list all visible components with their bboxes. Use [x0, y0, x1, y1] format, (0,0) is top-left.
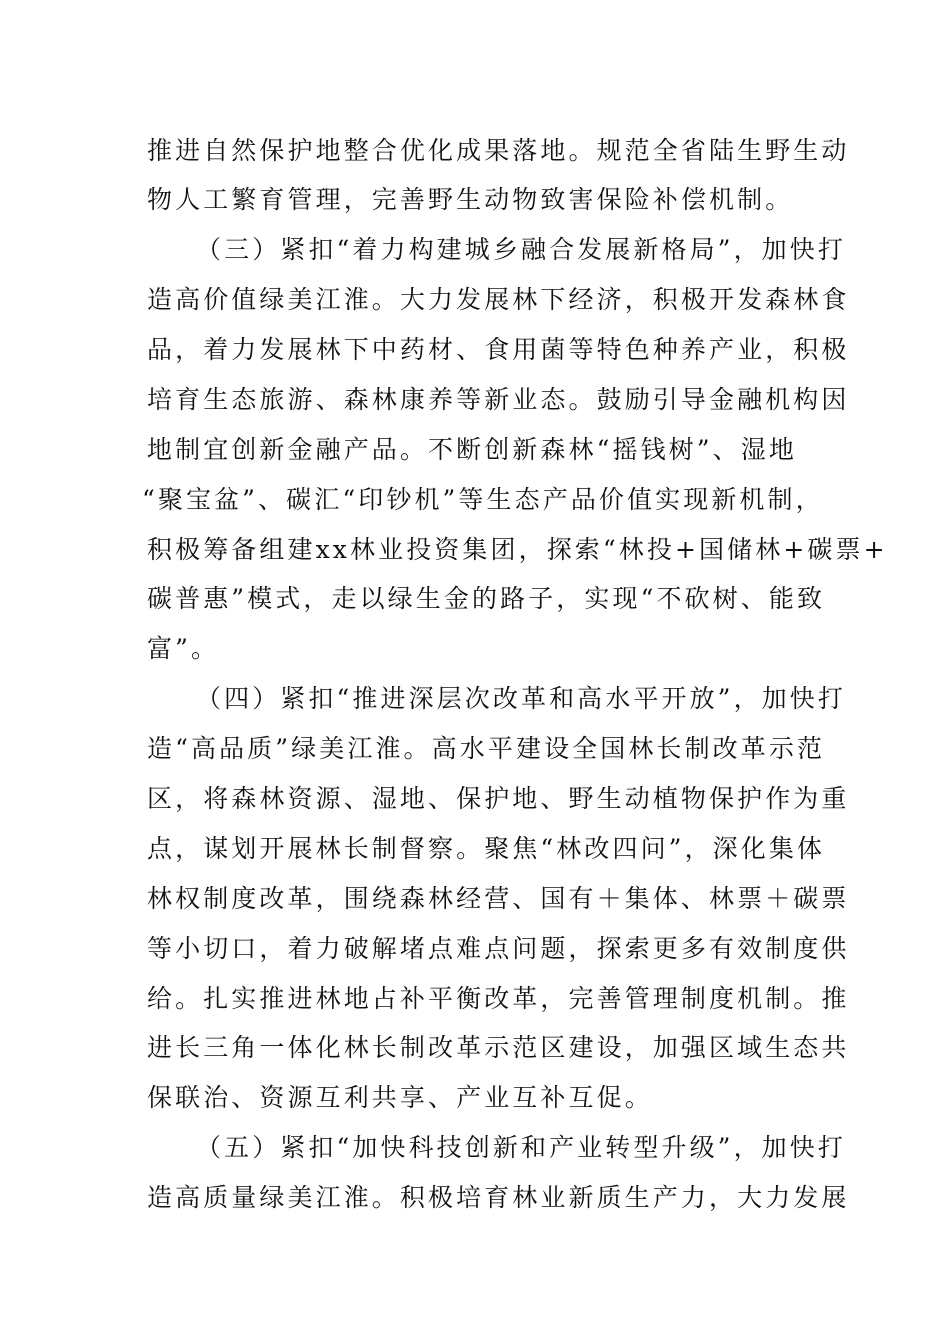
text-line: 碳普惠”模式，走以绿生金的路子，实现“不砍树、能致 — [147, 584, 826, 613]
text-line: “聚宝盆”、碳汇“印钞机”等生态产品价值实现新机制， — [142, 485, 824, 514]
paragraph-heading: （五）紧扣“加快科技创新和产业转型升级”，加快打 — [196, 1133, 846, 1162]
text-line: 给。扎实推进林地占补平衡改革，完善管理制度机制。推 — [147, 984, 850, 1013]
text-line: 地制宜创新金融产品。不断创新森林“摇钱树”、湿地 — [147, 435, 797, 464]
text-line: 保联治、资源互利共享、产业互补互促。 — [147, 1083, 653, 1112]
text-line: 物人工繁育管理，完善野生动物致害保险补偿机制。 — [147, 185, 794, 214]
text-line: 富”。 — [147, 634, 220, 663]
text-line: 点，谋划开展林长制督察。聚焦“林改四问”，深化集体 — [147, 834, 826, 863]
text-line: 培育生态旅游、森林康养等新业态。鼓励引导金融机构因 — [147, 385, 850, 414]
text-line: 推进自然保护地整合优化成果落地。规范全省陆生野生动 — [147, 136, 850, 165]
paragraph-heading: （三）紧扣“着力构建城乡融合发展新格局”，加快打 — [196, 235, 846, 264]
paragraph-heading: （四）紧扣“推进深层次改革和高水平开放”，加快打 — [196, 684, 846, 713]
text-line: 品，着力发展林下中药材、食用菌等特色种养产业，积极 — [147, 335, 850, 364]
text-line: 林权制度改革，围绕森林经营、国有＋集体、林票＋碳票 — [147, 884, 850, 913]
text-line: 造高价值绿美江淮。大力发展林下经济，积极开发森林食 — [147, 285, 850, 314]
text-line: 等小切口，着力破解堵点难点问题，探索更多有效制度供 — [147, 934, 850, 963]
text-line: 区，将森林资源、湿地、保护地、野生动植物保护作为重 — [147, 784, 850, 813]
text-line: 进长三角一体化林长制改革示范区建设，加强区域生态共 — [147, 1033, 850, 1062]
text-line: 造高质量绿美江淮。积极培育林业新质生产力，大力发展 — [147, 1183, 850, 1212]
text-line: 积极筹备组建xx林业投资集团，探索“林投+国储林+碳票+ — [147, 535, 888, 564]
text-line: 造“高品质”绿美江淮。高水平建设全国林长制改革示范 — [147, 734, 826, 763]
